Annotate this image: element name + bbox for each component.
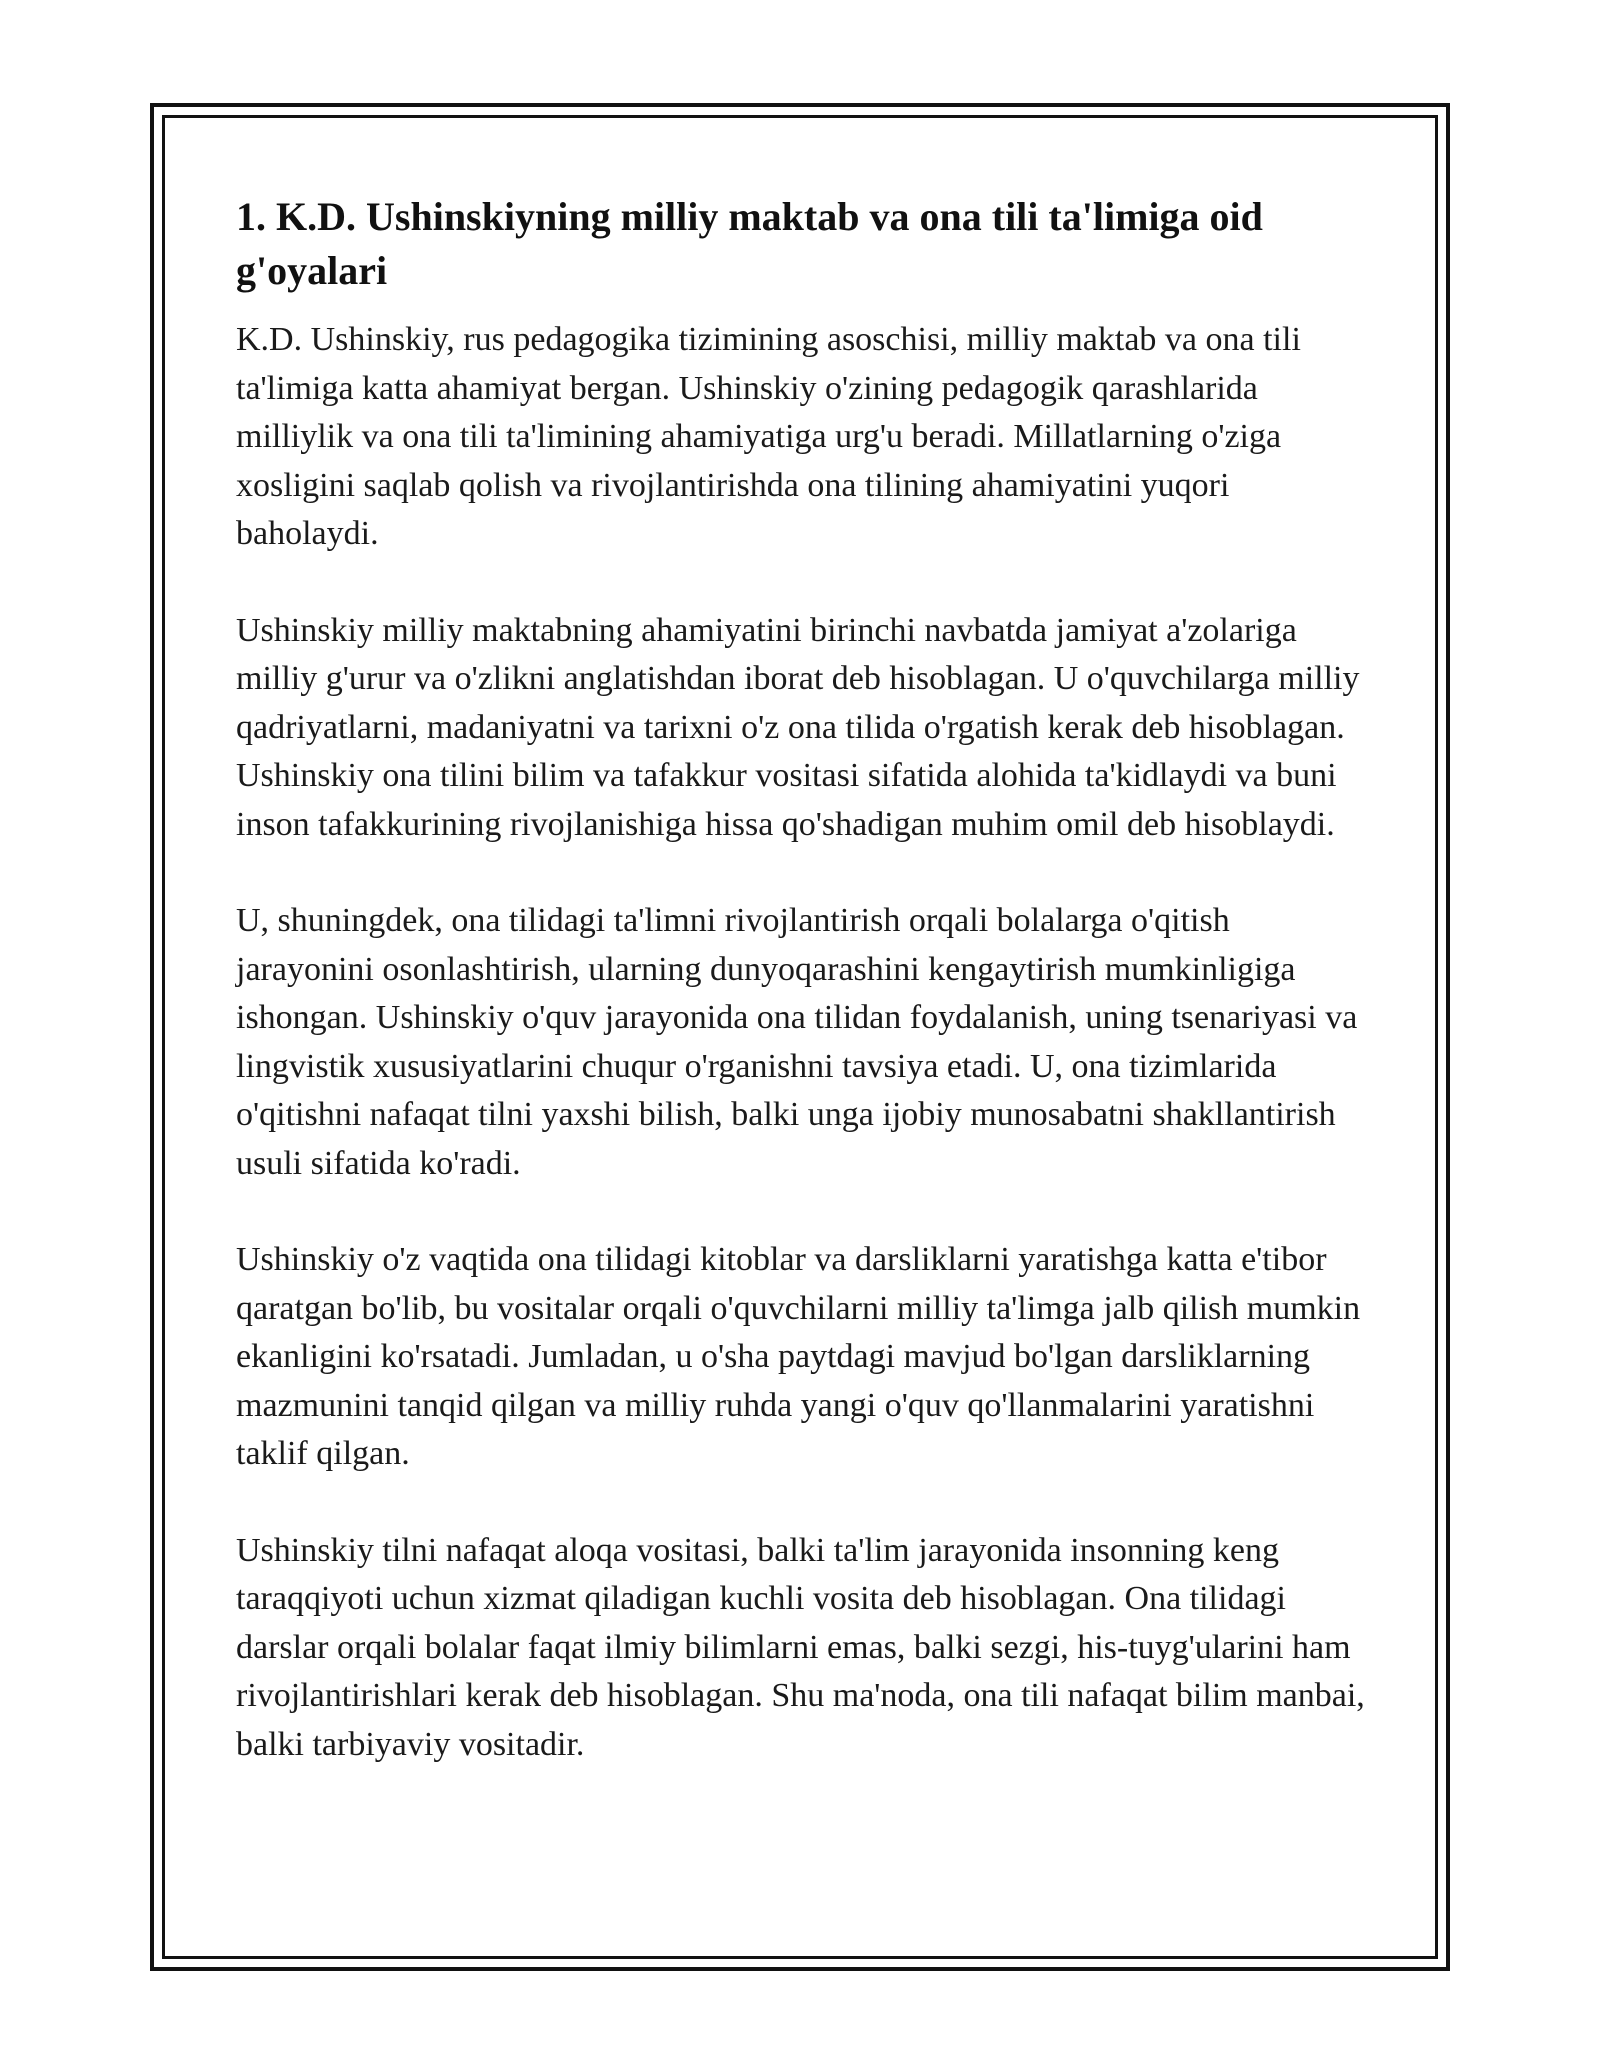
paragraph-4: Ushinskiy o'z vaqtida ona tilidagi kitoblar va darsliklarni yaratishga katta e'tibor qaratgan bo'lib, bu vositalar orqali o'quvchilarni milliy ta'limga jalb qilish mumkin ekanligini ko'rsatadi. Jumladan, u o'sha paytdagi mavjud bo'lgan darsliklarning mazmunini tanqid qilgan va milliy ruhda yangi o'quv qo'llanmalarini yaratishni taklif qilgan. [236, 1241, 1361, 1472]
paragraph-5: Ushinskiy tilni nafaqat aloqa vositasi, balki ta'lim jarayonida insonning keng taraqqiyoti uchun xizmat qiladigan kuchli vosita deb hisoblagan. Ona tilidagi darslar orqali bolalar faqat ilmiy bilimlarni emas, balki sezgi, his-tuyg'ularini ham rivojlantirishlari kerak deb hisoblagan. Shu ma'noda, ona tili nafaqat bilim manbai, balki tarbiyaviy vositadir. [236, 1531, 1365, 1763]
section-title: 1. K.D. Ushinskiyning milliy maktab va ona tili ta'limiga oid g'oyalari [236, 194, 1263, 293]
document-body [236, 190, 1366, 1817]
paragraph-1: K.D. Ushinskiy, rus pedagogika tizimining asoschisi, milliy maktab va ona tili ta'limiga katta ahamiyat bergan. Ushinskiy o'zining pedagogik qarashlarida milliylik va ona tili ta'limining ahamiyatiga urg'u beradi. Millatlarning o'ziga xosligini saqlab qolish va rivojlantirishda ona tilining ahamiyatini yuqori baholaydi. [236, 321, 1301, 552]
paragraph-2: Ushinskiy milliy maktabning ahamiyatini birinchi navbatda jamiyat a'zolariga milliy g'urur va o'zlikni anglatishdan iborat deb hisoblagan. U o'quvchilarga milliy qadriyatlarni, madaniyatni va tarixni o'z ona tilida o'rgatish kerak deb hisoblagan. Ushinskiy ona tilini bilim va tafakkur vositasi sifatida alohida ta'kidlaydi va buni inson tafakkurining rivojlanishiga hissa qo'shadigan muhim omil deb hisoblaydi. [236, 611, 1360, 843]
paragraph-3: U, shuningdek, ona tilidagi ta'limni rivojlantirish orqali bolalarga o'qitish jarayonini osonlashtirish, ularning dunyoqarashini kengaytirish mumkinligiga ishongan. Ushinskiy o'quv jarayonida ona tilidan foydalanish, uning tsenariyasi va lingvistik xususiyatlarini chuqur o'rganishni tavsiya etadi. U, ona tizimlarida o'qitishni nafaqat tilni yaxshi bilish, balki unga ijobiy munosabatni shakllantirish usuli sifatida ko'radi. [236, 902, 1358, 1182]
